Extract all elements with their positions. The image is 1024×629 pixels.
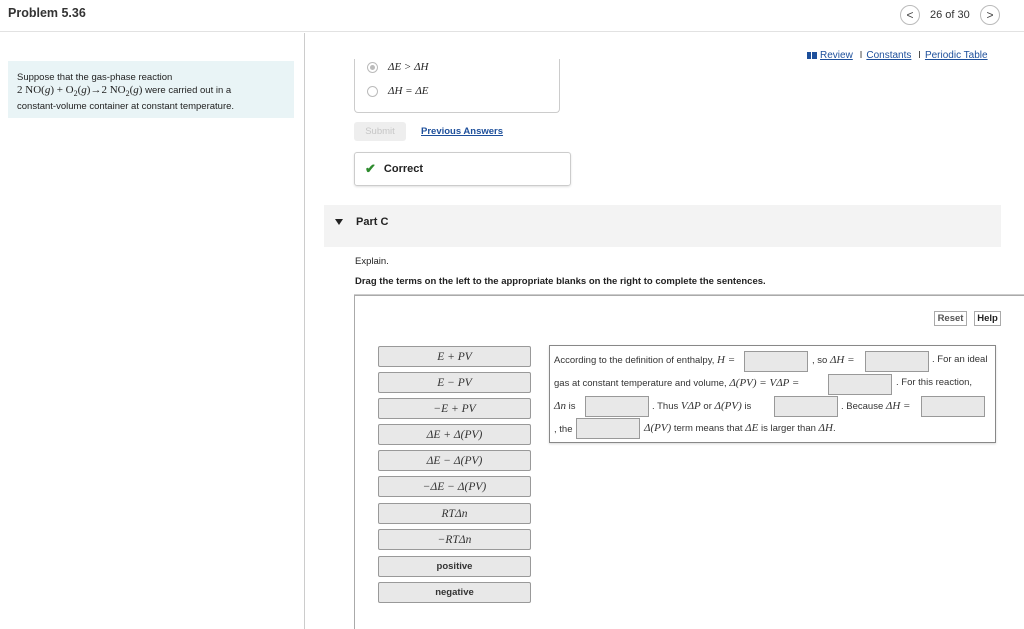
drop-blank[interactable]	[744, 351, 808, 372]
sentence-text: gas at constant temperature and volume, Δ(PV) = VΔP =	[554, 377, 800, 389]
draggable-term[interactable]: RTΔn	[378, 503, 531, 524]
drop-blank[interactable]	[774, 396, 838, 417]
draggable-term[interactable]: −RTΔn	[378, 529, 531, 550]
checkmark-icon: ✔	[365, 161, 376, 176]
constants-link[interactable]: Constants	[866, 50, 912, 61]
problem-line-1: Suppose that the gas-phase reaction	[17, 72, 173, 83]
draggable-term[interactable]: negative	[378, 582, 531, 603]
draggable-term[interactable]: E − PV	[378, 372, 531, 393]
choice-dh-equals-de[interactable]	[367, 85, 429, 97]
draggable-term[interactable]: E + PV	[378, 346, 531, 367]
help-button[interactable]: Help	[974, 311, 1001, 326]
book-icon	[807, 52, 817, 59]
choice-de-greater-dh[interactable]	[367, 61, 429, 73]
drop-blank[interactable]	[576, 418, 640, 439]
drag-instructions: Drag the terms on the left to the appropriate blanks on the right to complete the sentences.	[355, 276, 766, 287]
resource-links	[807, 50, 988, 61]
radio-button-selected[interactable]	[367, 62, 378, 73]
next-problem-button[interactable]	[980, 5, 1000, 25]
correct-feedback	[354, 152, 571, 186]
part-c-header[interactable]	[324, 205, 1001, 247]
choice-label: ΔH = ΔE	[388, 85, 429, 97]
correct-label: Correct	[383, 163, 424, 175]
radio-button[interactable]	[367, 86, 378, 97]
link-separator: I	[859, 50, 863, 61]
top-bar	[0, 0, 1024, 32]
previous-problem-button[interactable]	[900, 5, 920, 25]
part-c-label: Part C	[356, 216, 389, 228]
sentence-text: Δn is	[554, 400, 576, 412]
link-separator: I	[918, 50, 921, 61]
problem-line-2: 2 $NO(g) + O_2(g)\to 2$ $NO_2(g)$ were carried out in a	[17, 84, 232, 99]
sentence-text: According to the definition of enthalpy, H =	[554, 354, 736, 366]
sentence-text: . Because ΔH =	[841, 400, 911, 412]
reset-button[interactable]: Reset	[934, 311, 967, 326]
caret-down-icon	[335, 219, 343, 225]
problem-line-3: constant-volume container at constant temperature.	[17, 101, 235, 113]
periodic-table-link[interactable]: Periodic Table	[924, 50, 988, 61]
sentence-text: , so ΔH =	[812, 354, 855, 366]
drop-blank[interactable]	[921, 396, 985, 417]
sentence-text: Δ(PV) term means that ΔE is larger than ΔH.	[644, 422, 836, 434]
drop-blank[interactable]	[828, 374, 892, 395]
sentence-text: . For this reaction,	[896, 377, 973, 388]
draggable-term[interactable]: ΔE + Δ(PV)	[378, 424, 531, 445]
chevron-left-icon: <	[906, 8, 914, 22]
left-panel	[0, 33, 305, 629]
part-c-prompt: Explain.	[355, 256, 389, 267]
sentence-text: , the	[554, 424, 573, 435]
drop-blank[interactable]	[865, 351, 929, 372]
previous-answers-link[interactable]: Previous Answers	[421, 126, 504, 137]
drop-blank[interactable]	[585, 396, 649, 417]
draggable-term[interactable]: ΔE − Δ(PV)	[378, 450, 531, 471]
problem-counter: 26 of 30	[930, 9, 970, 21]
draggable-term[interactable]: positive	[378, 556, 531, 577]
review-link[interactable]: Review	[820, 50, 853, 61]
sentence-text: . Thus VΔP or Δ(PV) is	[652, 400, 752, 412]
submit-button[interactable]: Submit	[354, 122, 406, 141]
answer-choices	[354, 59, 560, 113]
sentence-box	[549, 345, 996, 443]
problem-title: Problem 5.36	[8, 6, 86, 20]
problem-statement	[8, 61, 294, 118]
draggable-term[interactable]: −ΔE − Δ(PV)	[378, 476, 531, 497]
draggable-term[interactable]: −E + PV	[378, 398, 531, 419]
sentence-text: . For an ideal	[932, 354, 988, 365]
choice-label: ΔE > ΔH	[388, 61, 429, 73]
chevron-right-icon: >	[986, 8, 994, 22]
